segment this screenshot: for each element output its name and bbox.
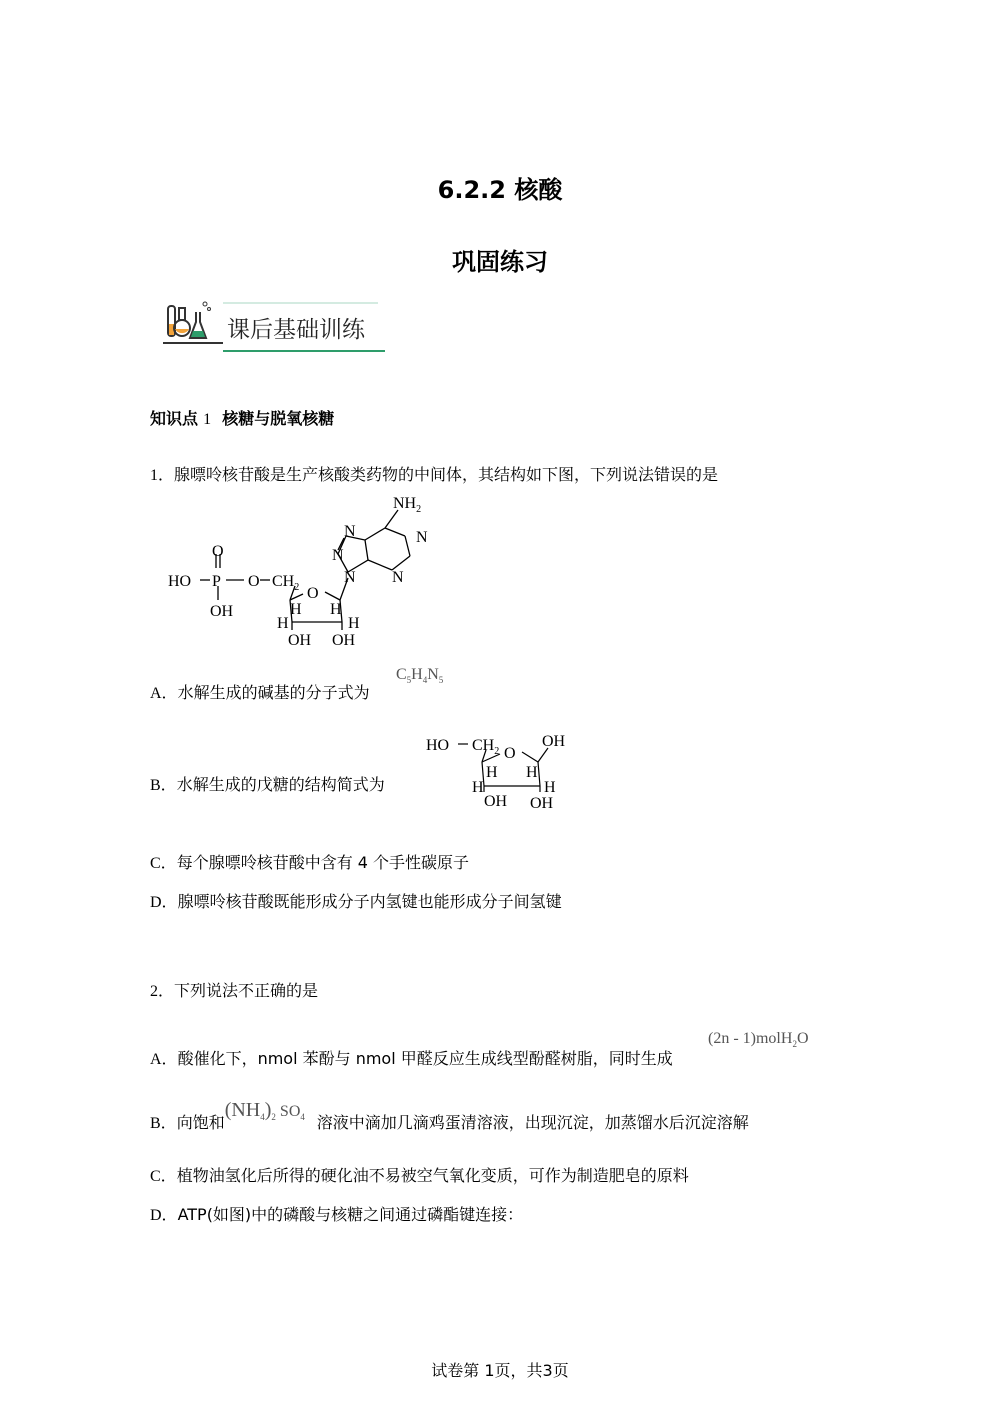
q2-text: 下列说法不正确的是	[174, 981, 319, 1000]
q2-c-label: C．	[150, 1168, 177, 1185]
section-banner	[163, 298, 388, 356]
q2-a-text: 酸催化下，nmol 苯酚与 nmol 甲醛反应生成线型酚醛树脂，同时生成	[177, 1049, 673, 1068]
q2-d-text: ATP(如图)中的磷酸与核糖之间通过磷酯键连接：	[177, 1205, 524, 1224]
q2-b-formula: $(NH_4)_2$ $SO_4$	[224, 1099, 305, 1123]
q2-option-c	[150, 1163, 689, 1186]
q1-option-a	[150, 680, 370, 703]
q1-option-c	[150, 850, 469, 873]
q1-a-formula: $C_5H_4N_5$	[396, 666, 444, 686]
q1-ch2-label: $CH_2$	[272, 573, 300, 593]
b-oh-2: OH	[530, 795, 554, 812]
q1-oh-3: OH	[332, 632, 356, 649]
b-h4: H	[544, 779, 556, 796]
banner-text: 课后基础训练	[227, 317, 365, 343]
b-oh-top: OH	[542, 733, 566, 750]
q1-oh-p: OH	[210, 603, 234, 620]
q1-ho-label: HO	[168, 573, 192, 590]
q1-c-label: C．	[150, 855, 177, 872]
b-h3: H	[526, 764, 538, 781]
q2-d-label: D．	[150, 1207, 178, 1224]
q2-b-label: B．	[150, 1115, 177, 1132]
b-oh-1: OH	[484, 793, 508, 810]
b-ch2: $CH_2$	[472, 737, 500, 757]
kp-title: 核糖与脱氧核糖	[222, 409, 335, 428]
q1-b-label: B．	[150, 777, 177, 794]
q1-n1: N	[416, 529, 428, 546]
q1-n7: N	[332, 547, 344, 564]
q1-h2: H	[277, 615, 289, 632]
b-ring-o: O	[504, 745, 516, 762]
q2-option-a	[150, 1046, 673, 1069]
q1-a-label: A．	[150, 685, 178, 702]
q2-b-text-pre: 向饱和	[176, 1113, 225, 1132]
q1-o-top: O	[212, 543, 224, 560]
q1-h4: H	[348, 615, 360, 632]
q1-b-ribose-structure	[420, 728, 585, 818]
q2-number: 2．	[150, 983, 175, 1000]
q1-a-text: 水解生成的碱基的分子式为	[177, 683, 370, 702]
q1-d-text: 腺嘌呤核苷酸既能形成分子内氢键也能形成分子间氢键	[177, 892, 562, 911]
q1-n9: N	[344, 569, 356, 586]
q2-b-text-post: 溶液中滴加几滴鸡蛋清溶液，出现沉淀，加蒸馏水后沉淀溶解	[316, 1113, 749, 1132]
q1-n3: N	[392, 569, 404, 586]
q2-option-d	[150, 1202, 523, 1225]
q2-c-text: 植物油氢化后所得的硬化油不易被空气氧化变质，可作为制造肥皂的原料	[176, 1166, 689, 1185]
b-ho: HO	[426, 737, 450, 754]
q2-option-b	[150, 1099, 749, 1134]
q1-oh-2: OH	[288, 632, 312, 649]
q1-h3: H	[330, 601, 342, 618]
q1-ring-o: O	[307, 585, 319, 602]
kp-label: 知识点	[150, 409, 199, 428]
q1-structure-diagram	[160, 490, 460, 655]
q1-nh2-label: $NH_2$	[393, 495, 422, 515]
q1-number: 1．	[150, 467, 175, 484]
q1-n-top: N	[344, 523, 356, 540]
page-footer: 试卷第 1页，共3页	[431, 1361, 569, 1380]
b-h2: H	[472, 779, 484, 796]
q2-stem	[150, 978, 318, 1001]
q1-p-label: P	[212, 573, 221, 590]
q1-stem	[150, 462, 718, 485]
q1-d-label: D．	[150, 894, 178, 911]
q1-text: 腺嘌呤核苷酸是生产核酸类药物的中间体，其结构如下图，下列说法错误的是	[174, 465, 719, 484]
knowledge-point-heading	[150, 406, 334, 429]
q1-c-text: 每个腺嘌呤核苷酸中含有 4 个手性碳原子	[176, 853, 470, 872]
q1-option-b	[150, 772, 385, 795]
q1-option-d	[150, 889, 562, 912]
q2-a-formula: (2n - 1)molH$_2$O	[708, 1030, 809, 1050]
q1-b-text: 水解生成的戊糖的结构简式为	[176, 775, 385, 794]
q2-a-label: A．	[150, 1051, 178, 1068]
page-subtitle: 巩固练习	[452, 248, 548, 276]
kp-number: 1	[203, 411, 212, 428]
q1-o-link: O	[248, 573, 260, 590]
q1-h1: H	[290, 601, 302, 618]
b-h1: H	[486, 764, 498, 781]
page-title: 6.2.2 核酸	[437, 176, 563, 204]
